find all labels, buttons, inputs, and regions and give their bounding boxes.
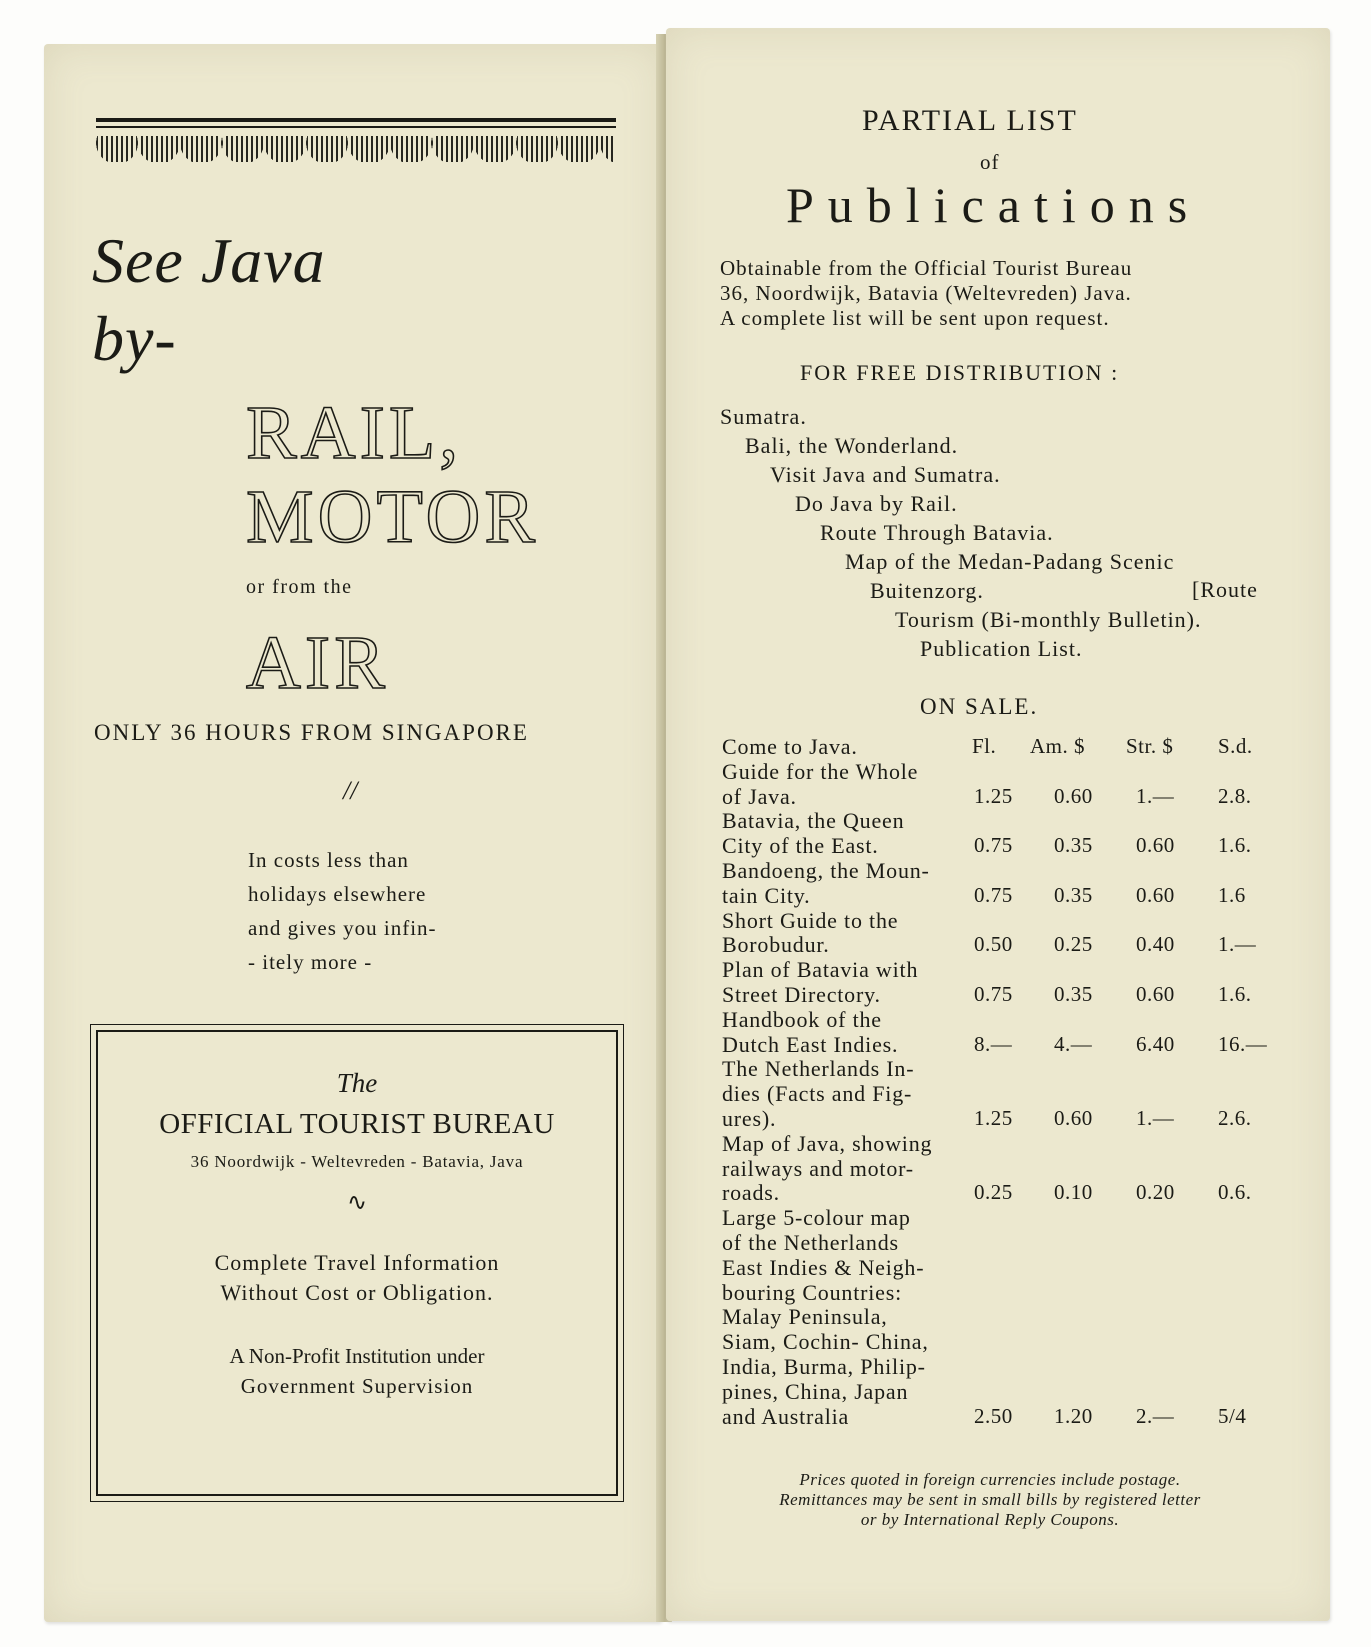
- sale-item-title-line: ures).: [722, 1106, 777, 1131]
- sale-item-title-line: Map of Java, showing: [722, 1130, 933, 1156]
- sale-item-price: 0.75: [974, 982, 1013, 1006]
- sale-item-title-line: Street Directory.: [722, 982, 881, 1007]
- sale-item-price: 0.40: [1136, 932, 1175, 957]
- on-sale-heading: ON SALE.: [920, 694, 1039, 719]
- free-item: Sumatra.: [720, 404, 807, 429]
- sale-item-title-line: Large 5-colour map: [722, 1205, 911, 1231]
- mode-air: AIR: [246, 621, 389, 705]
- tagline: ONLY 36 HOURS FROM SINGAPORE: [94, 720, 529, 745]
- sale-item-price: 4.—: [1054, 1031, 1093, 1056]
- headline-see-java: See Java: [92, 225, 326, 296]
- sale-item-price: 0.75: [974, 833, 1013, 858]
- sale-item-title-line: Guide for the Whole: [722, 758, 919, 784]
- pitch-line-3: and gives you infin-: [248, 916, 437, 940]
- sale-item-title-line: Bandoeng, the Moun-: [722, 858, 930, 883]
- sale-item-title-line: City of the East.: [722, 833, 879, 859]
- sale-item-price: 0.50: [974, 932, 1013, 957]
- headline-by: by-: [92, 303, 177, 374]
- sale-item-title-line: Dutch East Indies.: [722, 1031, 899, 1057]
- sale-item-title-line: Short Guide to the: [722, 907, 899, 933]
- footnote-line: or by International Reply Coupons.: [860, 1510, 1120, 1529]
- sale-item-title-line: roads.: [722, 1180, 780, 1206]
- sale-item-price: 16.—: [1218, 1031, 1268, 1056]
- free-item: Map of the Medan-Padang Scenic: [845, 549, 1175, 574]
- sale-item-title-line: Batavia, the Queen: [722, 808, 905, 834]
- sale-item-price: 1.6: [1218, 882, 1246, 907]
- sale-item-price: 1.6.: [1218, 833, 1252, 858]
- sale-item-price: 1.—: [1136, 1106, 1175, 1130]
- sale-item-price: 5/4: [1218, 1403, 1247, 1428]
- free-item: Tourism (Bi-monthly Bulletin).: [895, 607, 1202, 632]
- sale-item-title-line: East Indies & Neigh-: [722, 1254, 925, 1280]
- ornament-icon: ∿: [346, 1190, 368, 1216]
- sale-item-price: 0.35: [1054, 833, 1093, 858]
- sale-item-title-line: Come to Java.: [722, 734, 858, 759]
- column-header-am: Am. $: [1030, 734, 1085, 758]
- sale-item-price: 6.40: [1136, 1031, 1175, 1056]
- sale-item-price: 0.25: [1054, 932, 1093, 957]
- sale-item-price: 2.6.: [1218, 1106, 1252, 1130]
- pitch-line-1: In costs less than: [248, 848, 409, 872]
- mode-rail: RAIL,: [246, 391, 463, 475]
- bureau-info-1: Complete Travel Information: [214, 1250, 500, 1275]
- bureau-name: OFFICIAL TOURIST BUREAU: [159, 1108, 555, 1140]
- free-item: Buitenzorg.: [870, 578, 984, 603]
- connector-text: or from the: [246, 576, 353, 598]
- sale-item-price: 0.25: [974, 1180, 1013, 1205]
- free-item: Route Through Batavia.: [820, 520, 1054, 545]
- sale-item-price: 0.60: [1136, 982, 1175, 1006]
- sale-item-price: 8.—: [974, 1031, 1013, 1056]
- heading-publications: Publications: [786, 177, 1202, 233]
- sale-item-title-line: Handbook of the: [722, 1006, 882, 1032]
- sale-item-title-line: Plan of Batavia with: [722, 957, 919, 983]
- sale-item-price: 0.60: [1136, 882, 1175, 907]
- route-suffix: [Route: [1192, 577, 1258, 602]
- sale-item-title-line: India, Burma, Philip-: [722, 1354, 926, 1379]
- sale-item-price: 0.6.: [1218, 1180, 1252, 1205]
- intro-line-1: Obtainable from the Official Tourist Bureau: [720, 256, 1133, 280]
- free-distribution-heading: FOR FREE DISTRIBUTION :: [800, 360, 1120, 385]
- column-header-str: Str. $: [1126, 734, 1174, 758]
- bureau-nonprofit-2: Government Supervision: [240, 1374, 474, 1398]
- column-header-sd: S.d.: [1218, 734, 1253, 758]
- sale-item-price: 2.8.: [1218, 783, 1252, 808]
- heading-partial-list: PARTIAL LIST: [862, 104, 1078, 137]
- sale-item-title-line: The Netherlands In-: [722, 1056, 915, 1082]
- sale-item-title-line: pines, China, Japan: [722, 1378, 909, 1404]
- header-rule-inner: [96, 126, 616, 128]
- sale-item-price: 1.20: [1054, 1403, 1093, 1428]
- sale-item-title-line: of Java.: [722, 783, 797, 809]
- sale-item-price: 0.60: [1136, 833, 1175, 858]
- sale-item-price: 0.35: [1054, 982, 1093, 1006]
- header-rule-top: [96, 118, 616, 122]
- sale-item-price: 0.60: [1054, 783, 1093, 808]
- footnote-line: Prices quoted in foreign currencies include postage.: [799, 1470, 1181, 1489]
- free-item: Publication List.: [920, 636, 1083, 661]
- sale-item-price: 0.75: [974, 882, 1013, 907]
- sale-item-title-line: tain City.: [722, 882, 811, 908]
- free-item: Visit Java and Sumatra.: [770, 462, 1001, 487]
- sale-item-title-line: railways and motor-: [722, 1155, 914, 1181]
- heading-of: of: [980, 150, 1000, 174]
- divider-mark: //: [343, 776, 358, 805]
- sale-item-title-line: of the Netherlands: [722, 1230, 899, 1255]
- sale-item-price: 1.25: [974, 783, 1013, 808]
- footnote-line: Remittances may be sent in small bills by registered letter: [779, 1490, 1201, 1509]
- sale-item-price: 2.—: [1136, 1403, 1175, 1428]
- sale-item-price: 0.60: [1054, 1106, 1093, 1130]
- bureau-the: The: [336, 1068, 378, 1098]
- bureau-nonprofit-1: A Non-Profit Institution under: [229, 1344, 485, 1368]
- sale-item-price: 2.50: [974, 1403, 1013, 1428]
- sale-item-title-line: and Australia: [722, 1403, 850, 1429]
- sale-item-title-line: Siam, Cochin- China,: [722, 1329, 929, 1355]
- bureau-box: [96, 1030, 618, 1496]
- sale-item-price: 1.—: [1136, 783, 1175, 808]
- sale-item-title-line: Borobudur.: [722, 932, 830, 958]
- pitch-line-2: holidays elsewhere: [248, 882, 427, 906]
- mode-motor: MOTOR: [246, 475, 540, 559]
- pitch-line-4: - itely more -: [248, 950, 373, 974]
- decorative-fringe: [96, 136, 616, 162]
- bureau-address: 36 Noordwijk - Weltevreden - Batavia, Java: [190, 1152, 524, 1171]
- free-item: Do Java by Rail.: [795, 491, 958, 516]
- column-header-fl: Fl.: [972, 734, 997, 758]
- sale-item-price: 0.10: [1054, 1180, 1093, 1205]
- intro-line-2: 36, Noordwijk, Batavia (Weltevreden) Java.: [720, 281, 1132, 305]
- sale-item-price: 1.—: [1218, 932, 1257, 957]
- sale-item-title-line: bouring Countries:: [722, 1279, 903, 1305]
- sale-item-price: 1.6.: [1218, 982, 1252, 1006]
- sale-item-price: 1.25: [974, 1106, 1013, 1130]
- free-item: Bali, the Wonderland.: [745, 433, 959, 458]
- sale-item-title-line: dies (Facts and Fig-: [722, 1081, 913, 1107]
- bureau-info-2: Without Cost or Obligation.: [220, 1280, 494, 1305]
- sale-item-price: 0.20: [1136, 1180, 1175, 1205]
- intro-line-3: A complete list will be sent upon request.: [720, 306, 1110, 330]
- sale-item-price: 0.35: [1054, 882, 1093, 907]
- sale-item-title-line: Malay Peninsula,: [722, 1304, 888, 1330]
